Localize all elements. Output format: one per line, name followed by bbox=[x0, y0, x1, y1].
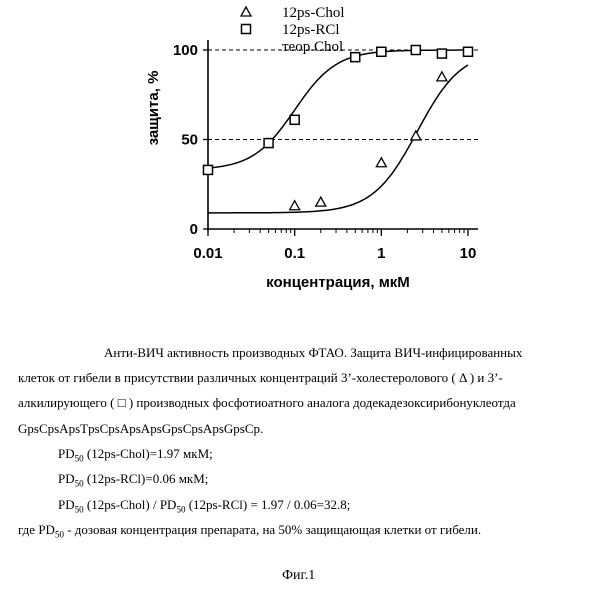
pd-subscript: 50 bbox=[54, 529, 64, 540]
pd-subscript: 50 bbox=[74, 453, 84, 464]
caption-line-3: алкилирующего ( □ ) производных фосфотиоатного аналога додекадезоксирибонуклеотда bbox=[18, 395, 516, 410]
data-point-12ps-rcl bbox=[351, 53, 360, 62]
data-point-12ps-chol bbox=[411, 131, 421, 140]
data-point-12ps-chol bbox=[376, 158, 386, 167]
fit-curve-12ps-chol bbox=[208, 65, 468, 213]
pd-subscript: 50 bbox=[74, 504, 84, 515]
data-point-12ps-chol bbox=[437, 72, 447, 81]
pd-subscript: 50 bbox=[176, 504, 186, 515]
x-tick-label: 1 bbox=[377, 245, 386, 262]
data-point-12ps-rcl bbox=[437, 49, 446, 58]
pd-label: PD bbox=[58, 471, 75, 486]
legend-marker-square bbox=[242, 25, 251, 34]
caption-line-4: GpsCpsApsTpsCpsApsApsGpsCpsApsGpsCp. bbox=[18, 421, 264, 436]
pd50-chol bbox=[58, 446, 213, 464]
y-tick-label: 100 bbox=[172, 42, 198, 59]
definition-start: где PD bbox=[18, 522, 55, 537]
x-tick-label: 10 bbox=[459, 245, 477, 262]
pd-chol-value: (12ps-Chol)=1.97 мкМ; bbox=[83, 446, 213, 461]
data-point-12ps-rcl bbox=[264, 139, 273, 148]
y-tick-label: 0 bbox=[189, 221, 198, 238]
y-axis-label: защита, % bbox=[145, 70, 162, 146]
legend-marker-triangle bbox=[241, 7, 251, 16]
x-axis-label: концентрация, мкМ bbox=[266, 274, 410, 291]
pd-label: PD bbox=[58, 497, 75, 512]
data-point-12ps-rcl bbox=[290, 115, 299, 124]
pd50-ratio bbox=[58, 497, 350, 515]
chart-marks bbox=[204, 46, 473, 213]
pd-rcl-value: (12ps-RCl)=0.06 мкМ; bbox=[83, 471, 209, 486]
data-point-12ps-chol bbox=[290, 201, 300, 210]
pd-subscript: 50 bbox=[74, 478, 84, 489]
data-point-12ps-rcl bbox=[411, 46, 420, 55]
legend bbox=[241, 5, 345, 55]
pd50-rcl bbox=[58, 471, 208, 489]
x-tick-label: 0.1 bbox=[284, 245, 306, 262]
figure-label: Фиг.1 bbox=[282, 568, 316, 583]
legend-label-1: 12ps-Chol bbox=[282, 5, 345, 21]
pd-label: PD bbox=[58, 446, 75, 461]
caption-line-2: клеток от гибели в присутствии различных концентраций 3’-холестеролового ( Δ ) и 3’- bbox=[18, 370, 503, 385]
pd50-definition bbox=[18, 522, 481, 540]
legend-label-2: 12ps-RCl bbox=[282, 22, 340, 38]
pd-ratio-mid: (12ps-Chol) / PD bbox=[83, 497, 177, 512]
data-point-12ps-chol bbox=[316, 197, 326, 206]
data-point-12ps-rcl bbox=[464, 47, 473, 56]
legend-label-3: теор.Chol bbox=[282, 39, 344, 55]
data-point-12ps-rcl bbox=[204, 165, 213, 174]
definition-rest: - дозовая концентрация препарата, на 50% защищающая клетки от гибели. bbox=[63, 522, 482, 537]
data-point-12ps-rcl bbox=[377, 47, 386, 56]
y-tick-label: 50 bbox=[181, 131, 198, 149]
x-tick-label: 0.01 bbox=[193, 245, 223, 262]
caption-line-1: Анти-ВИЧ активность производных ФТАО. Защита ВИЧ-инфицированных bbox=[104, 345, 523, 360]
pd-ratio-value: (12ps-RCl) = 1.97 / 0.06=32.8; bbox=[185, 497, 351, 512]
plot-area bbox=[173, 40, 480, 262]
